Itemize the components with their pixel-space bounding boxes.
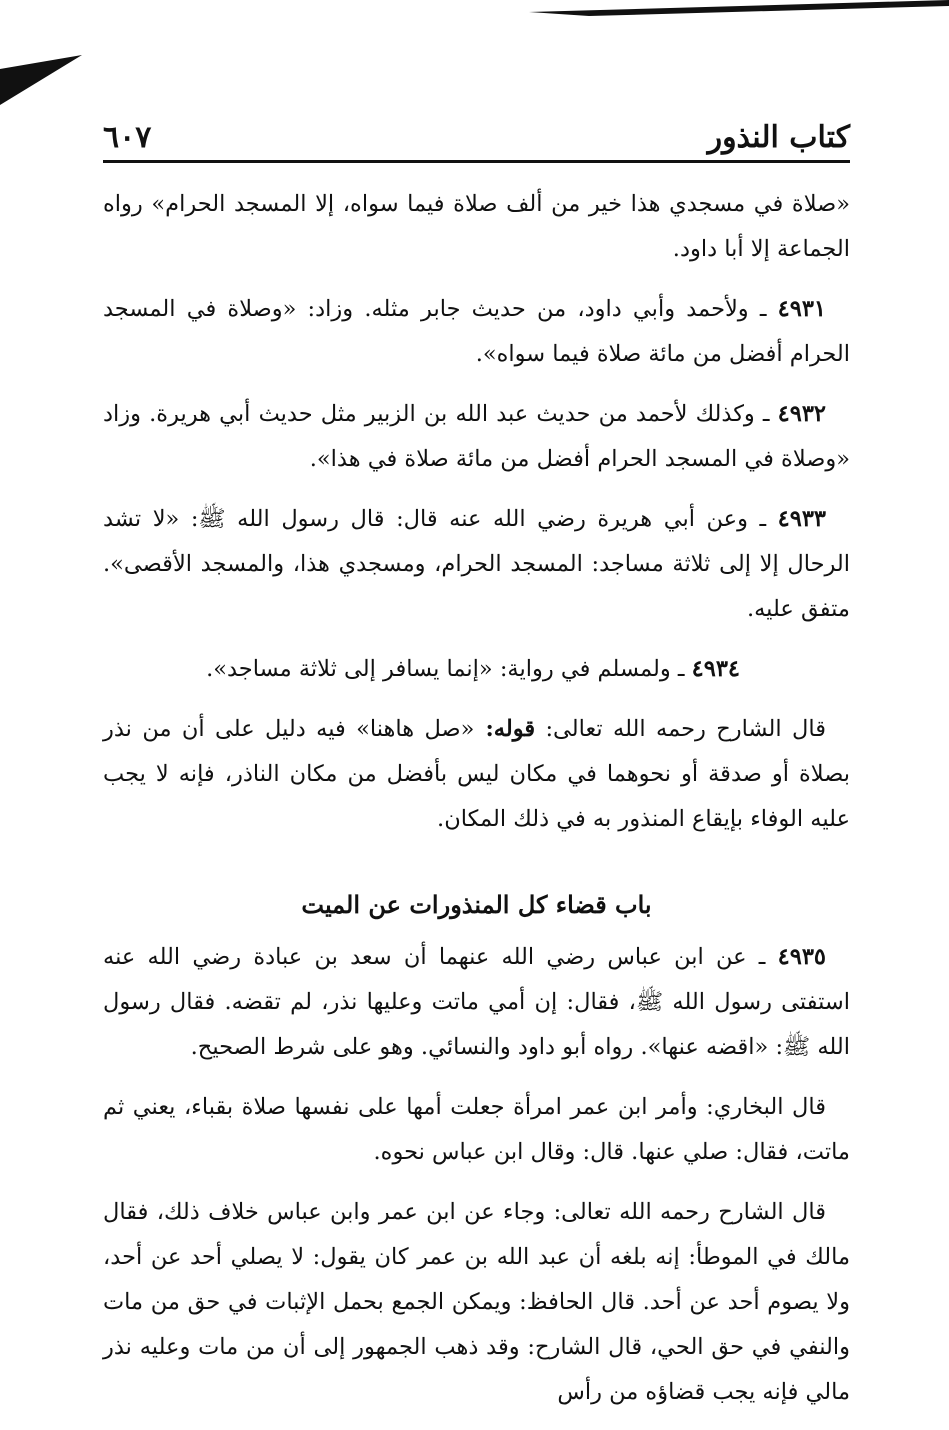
commentary-paragraph (103, 707, 850, 842)
hadith-text: ـ ولأحمد وأبي داود، من حديث جابر مثله. وزاد: «وصلاة في المسجد الحرام أفضل من مائة صلاة فيما سواه». (103, 296, 850, 367)
chapter-heading: باب قضاء كل المنذورات عن الميت (301, 890, 652, 919)
hadith-text: ـ ولمسلم في رواية: «إنما يسافر إلى ثلاثة مساجد». (206, 656, 692, 682)
commentary-bold: قوله: (474, 716, 536, 742)
hadith-number: ٤٩٣٤ (691, 656, 740, 682)
header-rule (103, 160, 850, 163)
hadith-paragraph (103, 392, 850, 482)
commentary-lead: قال الشارح رحمه الله تعالى: (535, 716, 826, 742)
paragraph-text: «صلاة في مسجدي هذا خير من ألف صلاة فيما سواه، إلا المسجد الحرام» رواه الجماعة إلا أبا داود. (103, 191, 850, 262)
hadith-paragraph (103, 497, 850, 632)
commentary-paragraph (103, 1190, 850, 1415)
paragraph (103, 182, 850, 272)
page-header (103, 116, 850, 160)
hadith-paragraph (103, 647, 850, 692)
hadith-number: ٤٩٣٥ (777, 944, 826, 970)
hadith-text: ـ عن ابن عباس رضي الله عنهما أن سعد بن عبادة رضي الله عنه استفتى رسول الله ﷺ، فقال: إن أمي ماتت وعليها نذر، لم تقضه. فقال رسول الله ﷺ: «اقضه عنها». رواه أبو داود والنسائي. وهو على شرط الصحيح. (103, 944, 850, 1060)
commentary-text: «صل هاهنا» فيه دليل على أن من نذر بصلاة أو صدقة أو نحوهما في مكان ليس بأفضل من مكان الناذر، فإنه لا يجب عليه الوفاء بإيقاع المنذور به في ذلك المكان. (103, 716, 850, 832)
book-title: كتاب النذور (707, 120, 850, 155)
page-number: ٦٠٧ (103, 120, 152, 155)
hadith-number: ٤٩٣٢ (777, 401, 826, 427)
hadith-text: ـ وعن أبي هريرة رضي الله عنه قال: قال رسول الله ﷺ: «لا تشد الرحال إلا إلى ثلاثة مساجد: المسجد الحرام، ومسجدي هذا، والمسجد الأقصى». متفق عليه. (103, 506, 850, 622)
hadith-paragraph (103, 935, 850, 1070)
scan-edge-top (529, 0, 949, 16)
hadith-number: ٤٩٣٣ (777, 506, 826, 532)
hadith-paragraph (103, 287, 850, 377)
paragraph-text: قال البخاري: وأمر ابن عمر امرأة جعلت أمها على نفسها صلاة بقباء، يعني ثم ماتت، فقال: صلي عنها. قال: وقال ابن عباس نحوه. (103, 1094, 850, 1165)
page-body (103, 182, 850, 1430)
scan-corner-mark (0, 55, 82, 105)
paragraph (103, 1085, 850, 1175)
paragraph-text: قال الشارح رحمه الله تعالى: وجاء عن ابن عمر وابن عباس خلاف ذلك، فقال مالك في الموطأ: إنه بلغه أن عبد الله بن عمر كان يقول: لا يصلي أحد عن أحد، ولا يصوم أحد عن أحد. قال الحافظ: ويمكن الجمع بحمل الإثبات في حق من مات والنفي في حق الحي، قال الشارح: وقد ذهب الجمهور إلى أن من مات وعليه نذر مالي فإنه يجب قضاؤه من رأس (103, 1199, 850, 1405)
hadith-text: ـ وكذلك لأحمد من حديث عبد الله بن الزبير مثل حديث أبي هريرة. وزاد «وصلاة في المسجد الحرام أفضل من مائة صلاة في هذا». (103, 401, 850, 472)
hadith-number: ٤٩٣١ (777, 296, 826, 322)
